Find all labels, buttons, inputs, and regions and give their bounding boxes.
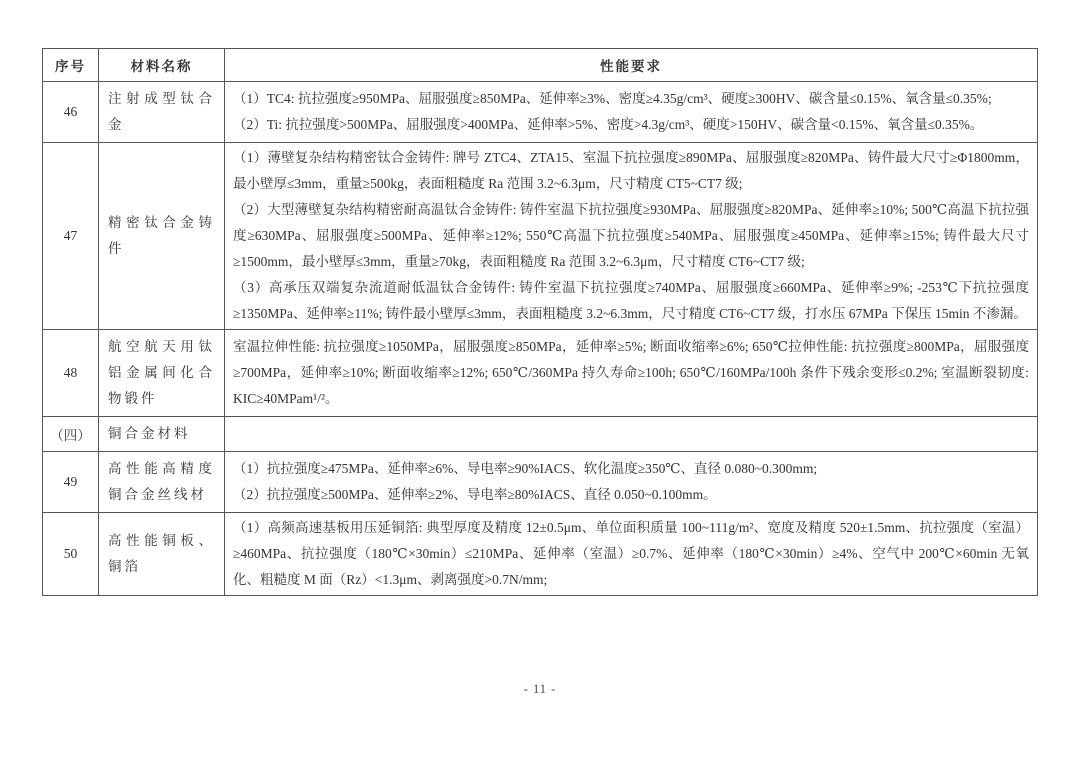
- material-name-cell: 高性能高精度铜合金丝线材: [99, 452, 225, 513]
- row-index-cell: 48: [43, 330, 99, 417]
- performance-requirements-cell: [225, 513, 1038, 596]
- requirement-paragraph: （2）Ti: 抗拉强度>500MPa、屈服强度>400MPa、延伸率>5%、密度>4.3g/cm³、硬度>150HV、碳含量<0.15%、氧含量≤0.35%。: [233, 117, 984, 132]
- requirement-paragraph: （1）抗拉强度≥475MPa、延伸率≥6%、导电率≥90%IACS、软化温度≥350℃、直径 0.080~0.300mm;: [233, 461, 818, 476]
- performance-requirements-cell: [225, 417, 1038, 452]
- performance-requirements-cell: [225, 82, 1038, 143]
- row-index-cell: 50: [43, 513, 99, 596]
- page-number: - 11 -: [523, 682, 557, 696]
- performance-requirements-cell: [225, 330, 1038, 417]
- requirement-paragraph: （3）高承压双端复杂流道耐低温钛合金铸件: 铸件室温下抗拉强度≥740MPa、屈服强度≥660MPa、延伸率≥9%; -253℃下抗拉强度≥1350MPa、延伸率≥11%; 铸件最小壁厚≤3mm，表面粗糙度 3.2~6.3mm，尺寸精度 CT6~CT7 级，打水压 67MPa 下保压 15min 不渗漏。: [233, 280, 1029, 321]
- material-name-cell: 精密钛合金铸件: [99, 143, 225, 330]
- table-body: [43, 82, 1038, 596]
- requirement-paragraph: （2）抗拉强度≥500MPa、延伸率≥2%、导电率≥80%IACS、直径 0.050~0.100mm。: [233, 487, 717, 502]
- row-index-cell: （四）: [43, 417, 99, 452]
- material-name-cell: 注射成型钛合金: [99, 82, 225, 143]
- material-name-cell: 铜合金材料: [99, 417, 225, 452]
- table-row: [43, 417, 1038, 452]
- table-row: [43, 330, 1038, 417]
- table-row: [43, 143, 1038, 330]
- material-name-cell: 航空航天用钛铝金属间化合物锻件: [99, 330, 225, 417]
- performance-requirements-cell: [225, 143, 1038, 330]
- table-row: [43, 452, 1038, 513]
- row-index-cell: 46: [43, 82, 99, 143]
- column-header-material-name: 材料名称: [99, 49, 225, 82]
- requirement-paragraph: （1）TC4: 抗拉强度≥950MPa、屈服强度≥850MPa、延伸率≥3%、密度≥4.35g/cm³、硬度≥300HV、碳含量≤0.15%、氧含量≤0.35%;: [233, 91, 992, 106]
- row-index-cell: 47: [43, 143, 99, 330]
- materials-table: [42, 48, 1038, 596]
- material-name-cell: 高性能铜板、铜箔: [99, 513, 225, 596]
- table-header-row: [43, 49, 1038, 82]
- column-header-performance-requirements: 性能要求: [225, 49, 1038, 82]
- requirement-paragraph: （1）高频高速基板用压延铜箔: 典型厚度及精度 12±0.5μm、单位面积质量 100~111g/m²、宽度及精度 520±1.5mm、抗拉强度（室温）≥460MPa、抗拉强度（180℃×30min）≤210MPa、延伸率（室温）≥0.7%、延伸率（180℃×30min）≥4%、空气中 200℃×60min 无氧化、粗糙度 M 面（Rz）<1.3μm、剥离强度>0.7N/mm;: [233, 520, 1029, 587]
- performance-requirements-cell: [225, 452, 1038, 513]
- requirement-paragraph: （1）薄壁复杂结构精密钛合金铸件: 牌号 ZTC4、ZTA15、室温下抗拉强度≥890MPa、屈服强度≥820MPa、铸件最大尺寸≥Φ1800mm，最小壁厚≤3mm，重量≥500kg，表面粗糙度 Ra 范围 3.2~6.3μm，尺寸精度 CT5~CT7 级;: [233, 150, 1029, 191]
- row-index-cell: 49: [43, 452, 99, 513]
- column-header-index: 序号: [43, 49, 99, 82]
- requirement-paragraph: （2）大型薄壁复杂结构精密耐高温钛合金铸件: 铸件室温下抗拉强度≥930MPa、屈服强度≥820MPa、延伸率≥10%; 500℃高温下抗拉强度≥630MPa、屈服强度≥500MPa、延伸率≥12%; 550℃高温下抗拉强度≥540MPa、屈服强度≥450MPa、延伸率≥15%; 铸件最大尺寸≥1500mm，最小壁厚≤3mm，重量≥70kg，表面粗糙度 Ra 范围 3.2~6.3μm，尺寸精度 CT6~CT7 级;: [233, 202, 1029, 269]
- requirement-paragraph: 室温拉伸性能: 抗拉强度≥1050MPa，屈服强度≥850MPa，延伸率≥5%; 断面收缩率≥6%; 650℃拉伸性能: 抗拉强度≥800MPa，屈服强度≥700MPa，延伸率≥10%; 断面收缩率≥12%; 650℃/360MPa 持久寿命≥100h; 650℃/160MPa/100h 条件下残余变形≤0.2%; 室温断裂韧度: KIC≥40MPam¹/²。: [233, 339, 1029, 406]
- table-row: [43, 513, 1038, 596]
- table-row: [43, 82, 1038, 143]
